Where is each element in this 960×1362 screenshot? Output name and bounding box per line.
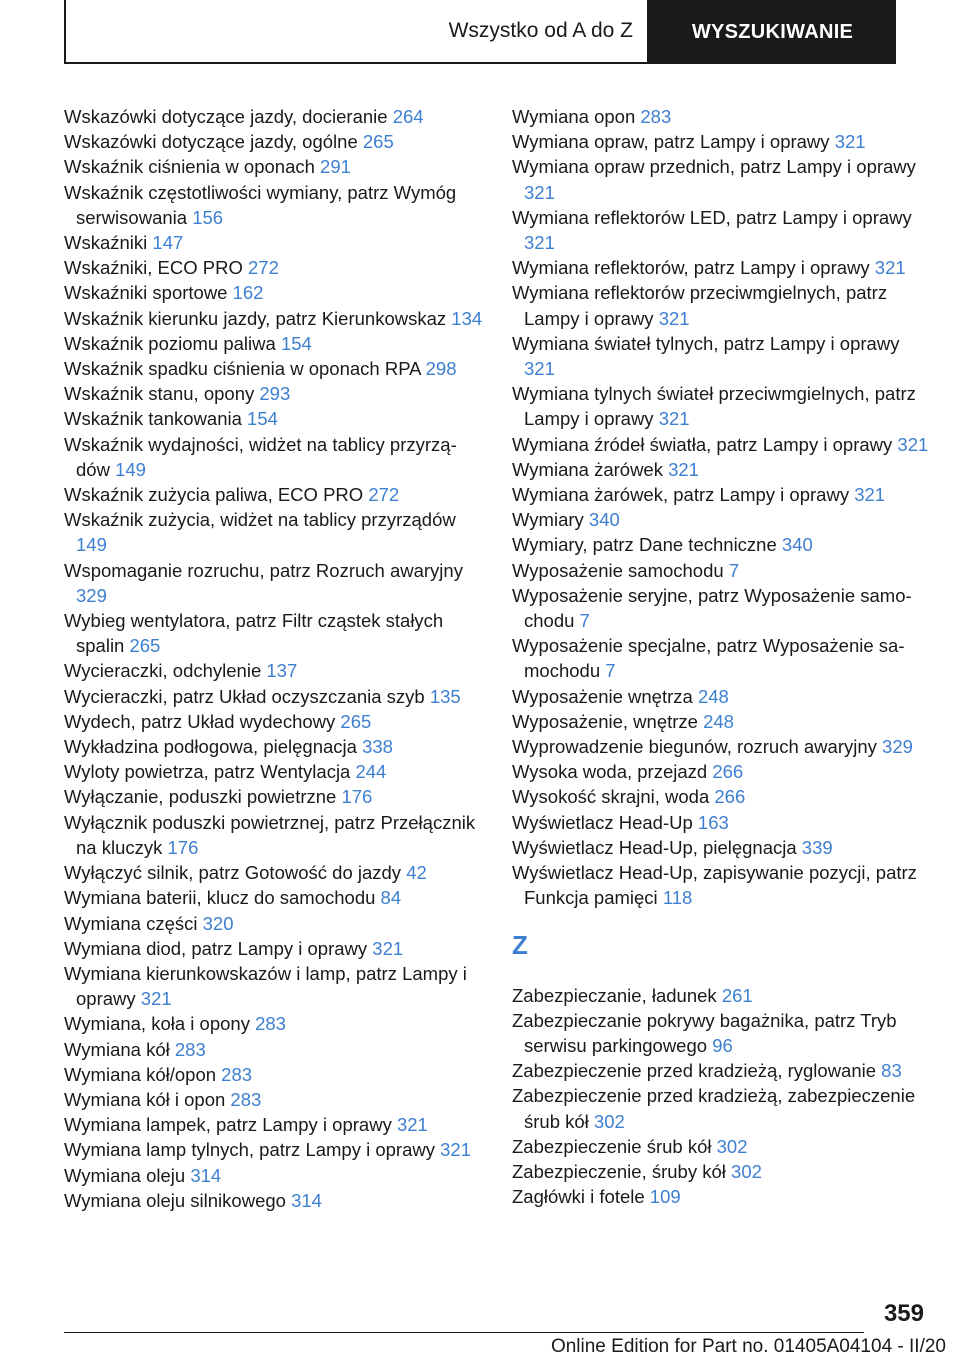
index-entry-text: Wyposażenie seryjne, patrz Wyposażenie samochodu	[512, 584, 912, 632]
index-entry	[64, 1137, 484, 1162]
index-entry-page-link[interactable]: 154	[247, 408, 278, 430]
index-entry-page-link[interactable]: 265	[340, 710, 372, 732]
index-entry	[64, 734, 484, 759]
index-entry-text: Wskaźnik częstotliwości wymiany, patrz Wymóg serwisowania	[64, 181, 457, 228]
section-letter-z: Z	[512, 929, 528, 960]
index-entry-page-link[interactable]: 83	[881, 1060, 902, 1082]
index-entry	[512, 381, 932, 431]
index-entry-text: Wyposażenie specjalne, patrz Wyposażenie samochodu	[512, 635, 905, 682]
index-entry-page-link[interactable]: 109	[649, 1186, 681, 1208]
index-entry	[64, 1037, 484, 1062]
index-entry-text: Wymiana oleju	[64, 1164, 186, 1186]
index-entry	[512, 1134, 932, 1159]
index-entry	[512, 709, 932, 734]
index-entry-text: Wymiana reflektorów LED, patrz Lampy i oprawy	[512, 206, 912, 228]
index-entry	[512, 1184, 932, 1209]
index-entry-text: Wymiana źródeł światła, patrz Lampy i oprawy	[512, 433, 893, 455]
index-entry	[64, 684, 484, 709]
index-entry-page-link[interactable]: 272	[248, 257, 279, 279]
index-entry	[512, 280, 932, 330]
index-entry-text: Wycieraczki, odchylenie	[64, 660, 262, 682]
index-entry-page-link[interactable]: 266	[712, 761, 744, 783]
index-entry-text: Wycieraczki, patrz Układ oczyszczania szyb	[64, 685, 425, 707]
index-entry-page-link[interactable]: 261	[721, 984, 753, 1006]
index-entry	[512, 734, 932, 759]
index-entry	[64, 406, 484, 431]
index-entry-text: Wskazówki dotyczące jazdy, docieranie	[64, 106, 388, 127]
index-entry-text: Wymiana żarówek, patrz Lampy i oprawy	[512, 484, 850, 506]
index-entry-text: Wyloty powietrza, patrz Wentylacja	[64, 761, 351, 783]
index-entry-page-link[interactable]: 321	[524, 181, 555, 203]
index-entry-page-link[interactable]: 338	[362, 736, 393, 758]
index-entry	[64, 961, 484, 1011]
index-entry	[64, 482, 484, 507]
index-entry	[512, 1008, 932, 1058]
index-entry-text: Wskaźnik wydajności, widżet na tablicy przyrządów	[64, 433, 457, 480]
index-entry-page-link[interactable]: 283	[174, 1038, 206, 1060]
index-entry	[64, 356, 484, 381]
index-entry-page-link[interactable]: 321	[524, 232, 555, 254]
index-entry-text: Wyposażenie, wnętrze	[512, 710, 698, 732]
index-entry-text: Wyłączanie, poduszki powietrzne	[64, 786, 337, 808]
index-entry-page-link[interactable]: 329	[882, 736, 913, 758]
index-entry-text: Wskaźnik tankowania	[64, 408, 242, 430]
index-entry-page-link[interactable]: 118	[662, 887, 693, 909]
index-entry-page-link[interactable]: 321	[874, 257, 906, 279]
index-entry-page-link[interactable]: 283	[255, 1013, 286, 1035]
index-entry-page-link[interactable]: 248	[697, 685, 729, 707]
index-entry	[64, 1087, 484, 1112]
index-entry-page-link[interactable]: 321	[140, 988, 172, 1010]
index-entry	[64, 784, 484, 809]
index-entry-page-link[interactable]: 298	[425, 358, 457, 380]
index-entry-text: Wydech, patrz Układ wydechowy	[64, 710, 336, 732]
index-entry-text: Wyposażenie samochodu	[512, 559, 724, 581]
index-entry-page-link[interactable]: 7	[579, 610, 590, 632]
index-entry	[64, 1112, 484, 1137]
index-entry	[512, 457, 932, 482]
index-entry	[512, 759, 932, 784]
index-entry	[512, 1058, 932, 1083]
index-entry-text: Wymiana kół	[64, 1038, 170, 1060]
index-entry-page-link[interactable]: 149	[76, 534, 107, 556]
index-entry	[512, 507, 932, 532]
index-entry	[64, 709, 484, 734]
index-entry	[512, 255, 932, 280]
index-entry-text: Zabezpieczenie, śruby kół	[512, 1160, 726, 1182]
index-entry	[512, 104, 932, 129]
index-entry-page-link[interactable]: 7	[605, 660, 616, 682]
index-entry-text: Wskaźniki, ECO PRO	[64, 257, 243, 279]
index-entry	[64, 1163, 484, 1188]
index-entry-page-link[interactable]: 264	[392, 106, 424, 127]
index-entry-text: Wybieg wentylatora, patrz Filtr cząstek stałych spalin	[64, 610, 444, 657]
index-entry-text: Wymiana opraw, patrz Lampy i oprawy	[512, 131, 830, 153]
index-entry-page-link[interactable]: 265	[362, 131, 394, 153]
index-entry	[64, 180, 484, 230]
index-entry-text: Zabezpieczenie przed kradzieżą, ryglowanie	[512, 1060, 877, 1082]
index-entry-text: Wskaźnik poziomu paliwa	[64, 332, 276, 354]
index-entry-page-link[interactable]: 42	[406, 862, 427, 884]
index-entry-text: Wskaźnik spadku ciśnienia w oponach RPA	[64, 358, 421, 380]
index-entry-page-link[interactable]: 272	[368, 484, 400, 506]
index-entry-page-link[interactable]: 291	[320, 156, 351, 178]
index-entry	[64, 104, 484, 129]
index-entry-text: Wymiana opraw przednich, patrz Lampy i oprawy	[512, 156, 916, 178]
index-entry	[512, 154, 932, 204]
index-entry-text: Wymiana części	[64, 912, 198, 934]
index-entry	[512, 983, 932, 1008]
index-entry-page-link[interactable]: 321	[658, 408, 690, 430]
index-entry-page-link[interactable]: 321	[854, 484, 886, 506]
index-entry-text: Wskaźniki sportowe	[64, 282, 228, 304]
index-entry-text: Wykładzina podłogowa, pielęgnacja	[64, 736, 357, 758]
index-entry-page-link[interactable]: 176	[341, 786, 373, 808]
index-entry-text: Wyświetlacz Head-Up	[512, 811, 693, 833]
index-entry-page-link[interactable]: 176	[167, 836, 199, 858]
index-entry	[64, 1011, 484, 1036]
footer-edition-text: Online Edition for Part no. 01405A04104 - II/20	[550, 1336, 946, 1357]
index-entry-text: Zabezpieczenie śrub kół	[512, 1135, 712, 1157]
index-entry	[512, 129, 932, 154]
index-entry	[64, 154, 484, 179]
index-entry	[512, 860, 932, 910]
index-entry-text: Wymiana żarówek	[512, 458, 663, 480]
index-entry-page-link[interactable]: 321	[658, 307, 690, 329]
index-entry-text: Wskaźnik zużycia paliwa, ECO PRO	[64, 484, 364, 506]
index-entry-text: Zagłówki i fotele	[512, 1186, 645, 1208]
index-entry-text: Wymiana reflektorów, patrz Lampy i oprawy	[512, 257, 870, 279]
footer-divider	[64, 1332, 864, 1333]
tab-search[interactable]: WYSZUKIWANIE	[649, 0, 896, 64]
index-entry-page-link[interactable]: 265	[129, 635, 161, 657]
index-entry-page-link[interactable]: 154	[280, 332, 312, 354]
index-entry	[512, 684, 932, 709]
index-entry-text: Wyprowadzenie biegunów, rozruch awaryjny	[512, 736, 877, 758]
index-entry	[64, 1188, 484, 1213]
index-entry	[512, 205, 932, 255]
index-entry-text: Wymiana opon	[512, 106, 636, 127]
index-entry-text: Wskaźnik kierunku jazdy, patrz Kierunkowskaz	[64, 307, 447, 329]
index-entry	[64, 911, 484, 936]
index-entry	[512, 835, 932, 860]
page-number: 359	[883, 1300, 924, 1327]
index-entry-page-link[interactable]: 248	[703, 710, 734, 732]
index-entry-page-link[interactable]: 302	[731, 1160, 762, 1182]
index-entry-text: Wymiana lampek, patrz Lampy i oprawy	[64, 1114, 392, 1136]
index-entry-page-link[interactable]: 321	[897, 433, 929, 455]
index-entry-page-link[interactable]: 137	[266, 660, 298, 682]
index-entry-page-link[interactable]: 149	[115, 458, 146, 480]
index-entry-page-link[interactable]: 147	[152, 232, 184, 254]
index-entry	[64, 1062, 484, 1087]
index-entry-page-link[interactable]: 162	[232, 282, 264, 304]
index-entry-page-link[interactable]: 321	[372, 937, 404, 959]
index-entry	[64, 936, 484, 961]
index-entry-text: Wyświetlacz Head-Up, pielęgnacja	[512, 836, 797, 858]
index-entry	[64, 306, 484, 331]
index-entry	[64, 810, 484, 860]
index-entry-page-link[interactable]: 283	[230, 1088, 262, 1110]
index-entry-page-link[interactable]: 283	[221, 1063, 253, 1085]
index-entry-text: Wskaźniki	[64, 232, 148, 254]
index-entry-text: Wymiana, koła i opony	[64, 1013, 250, 1035]
index-entry-page-link[interactable]: 321	[440, 1139, 472, 1161]
index-entry-page-link[interactable]: 321	[396, 1114, 428, 1136]
index-entry-page-link[interactable]: 339	[801, 836, 833, 858]
index-entry-text: Wymiana tylnych świateł przeciwmgielnych, patrz Lampy i oprawy	[512, 383, 916, 430]
index-entry-page-link[interactable]: 163	[697, 811, 729, 833]
index-entry-text: Wymiana diod, patrz Lampy i oprawy	[64, 937, 368, 959]
index-entry-page-link[interactable]: 340	[781, 534, 813, 556]
index-entry	[64, 885, 484, 910]
index-entry-text: Wysokość skrajni, woda	[512, 786, 710, 808]
index-entry	[64, 558, 484, 608]
index-entry	[512, 482, 932, 507]
index-entry-text: Wskaźnik zużycia, widżet na tablicy przyrządów	[64, 509, 456, 531]
index-entry	[512, 784, 932, 809]
index-entry-page-link[interactable]: 329	[76, 584, 107, 606]
index-entry	[512, 810, 932, 835]
index-entry-text: Zabezpieczenie przed kradzieżą, zabezpieczenie śrub kół	[512, 1085, 916, 1132]
index-entry-text: Zabezpieczanie, ładunek	[512, 984, 717, 1006]
index-entry	[64, 658, 484, 683]
index-entry-text: Wymiana reflektorów przeciwmgielnych, patrz Lampy i oprawy	[512, 282, 888, 329]
index-entry-text: Wspomaganie rozruchu, patrz Rozruch awaryjny	[64, 559, 463, 581]
index-entry	[64, 331, 484, 356]
index-column-left	[64, 104, 484, 1213]
index-entry	[64, 230, 484, 255]
page-header	[64, 0, 896, 64]
index-entry	[64, 280, 484, 305]
index-entry-text: Wymiana kół/opon	[64, 1063, 217, 1085]
tab-all-a-to-z[interactable]: Wszystko od A do Z	[64, 0, 649, 64]
index-entry	[512, 1159, 932, 1184]
index-entry-text: Wskaźnik stanu, opony	[64, 383, 255, 405]
index-entry	[64, 608, 484, 658]
index-entry-text: Wymiana baterii, klucz do samochodu	[64, 887, 376, 909]
index-entry-page-link[interactable]: 7	[728, 559, 740, 581]
index-entry-page-link[interactable]: 283	[640, 106, 672, 127]
index-entry-text: Wyposażenie wnętrza	[512, 685, 693, 707]
index-entry-text: Wskaźnik ciśnienia w oponach	[64, 156, 315, 178]
index-entry	[512, 583, 932, 633]
index-entry	[512, 532, 932, 557]
index-entry	[512, 331, 932, 381]
index-entry	[64, 860, 484, 885]
index-entry	[64, 381, 484, 406]
index-entry-text: Wymiana lamp tylnych, patrz Lampy i oprawy	[64, 1139, 435, 1161]
index-entry-text: Wyświetlacz Head-Up, zapisywanie pozycji, patrz Funkcja pamięci	[512, 862, 917, 909]
index-entry	[64, 507, 484, 557]
index-entry-text: Wymiana kół i opon	[64, 1088, 226, 1110]
index-entry-page-link[interactable]: 266	[714, 786, 746, 808]
index-entry	[512, 1083, 932, 1133]
index-entry	[512, 432, 932, 457]
index-entry-text: Wymiana oleju silnikowego	[64, 1189, 286, 1211]
index-entry	[64, 432, 484, 482]
index-entry-page-link[interactable]: 321	[524, 358, 555, 380]
index-entry-text: Wymiana kierunkowskazów i lamp, patrz Lampy i oprawy	[64, 962, 467, 1010]
index-entry-page-link[interactable]: 320	[202, 912, 234, 934]
index-entry-page-link[interactable]: 134	[451, 307, 483, 329]
index-column-right	[512, 104, 932, 1209]
index-entry-page-link[interactable]: 321	[668, 458, 699, 480]
index-entry-page-link[interactable]: 321	[834, 131, 866, 153]
index-entry	[64, 759, 484, 784]
index-entry-page-link[interactable]: 293	[259, 383, 291, 405]
index-entry-text: Wyłączyć silnik, patrz Gotowość do jazdy	[64, 862, 402, 884]
index-entry-page-link[interactable]: 135	[429, 685, 461, 707]
index-entry-page-link[interactable]: 244	[355, 761, 387, 783]
index-entry-page-link[interactable]: 302	[716, 1135, 748, 1157]
index-entry	[512, 633, 932, 683]
index-entry-page-link[interactable]: 302	[593, 1110, 625, 1132]
index-entry-page-link[interactable]: 156	[192, 206, 224, 228]
index-entry-text: Wysoka woda, przejazd	[512, 761, 708, 783]
index-entry-page-link[interactable]: 96	[712, 1034, 733, 1056]
index-entry-page-link[interactable]: 340	[588, 509, 620, 531]
index-entry-text: Wymiana świateł tylnych, patrz Lampy i oprawy	[512, 332, 900, 354]
index-entry	[64, 129, 484, 154]
index-entry	[64, 255, 484, 280]
index-entry	[512, 558, 932, 583]
index-entry-text: Wymiary	[512, 509, 584, 531]
index-entry-text: Wskazówki dotyczące jazdy, ogólne	[64, 131, 358, 153]
index-entry-text: Zabezpieczanie pokrywy bagażnika, patrz Tryb serwisu parkingowego	[512, 1009, 897, 1056]
index-entry-page-link[interactable]: 314	[291, 1189, 322, 1211]
index-entry-page-link[interactable]: 84	[380, 887, 402, 909]
index-entry-text: Wymiary, patrz Dane techniczne	[512, 534, 777, 556]
index-entry-text: Wyłącznik poduszki powietrznej, patrz Przełącznik na kluczyk	[64, 811, 476, 858]
index-entry-page-link[interactable]: 314	[190, 1164, 222, 1186]
